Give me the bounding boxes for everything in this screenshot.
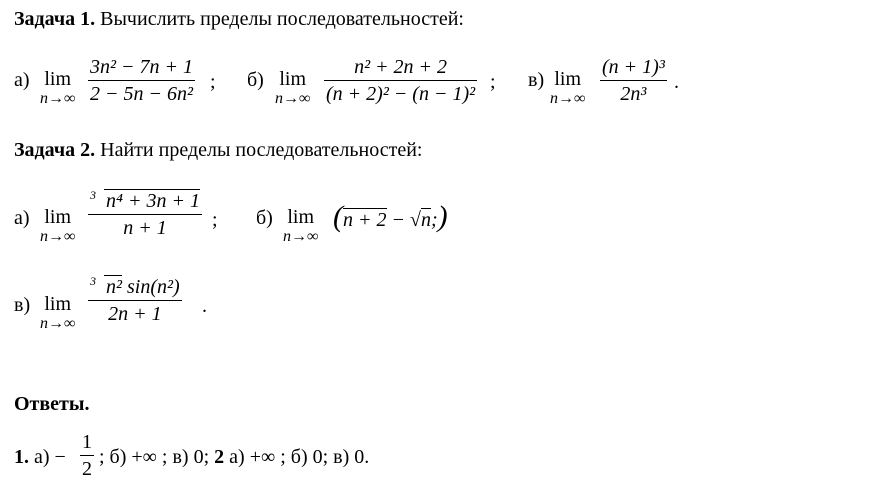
task2-heading [14, 140, 422, 160]
fraction-numerator: 3n² − 7n + 1 [90, 56, 193, 78]
task1-heading-text: Вычислить пределы последовательностей: [95, 8, 464, 30]
task1-heading-bold: Задача 1. [14, 8, 96, 30]
lim-word: lim [287, 206, 315, 228]
fraction-bar [600, 80, 667, 81]
cube-root [90, 190, 200, 212]
task1-b-label: б) [247, 69, 264, 91]
fraction-denominator: 2 − 5n − 6n² [90, 83, 193, 105]
end-sep: ; [430, 209, 438, 231]
root-index: 3 [90, 188, 96, 202]
answers-line [14, 447, 66, 467]
task1-b-sep: ; [490, 71, 496, 93]
minus-sign: − [386, 209, 410, 231]
lim-subscript: n→∞ [40, 228, 76, 245]
lim-subscript: n→∞ [275, 90, 311, 107]
answer-2-bold: 2 [214, 446, 225, 468]
lim-word: lim [554, 68, 582, 90]
task1-a-fraction [88, 56, 195, 105]
fraction-bar [88, 80, 195, 81]
task2-a-label: а) [14, 207, 30, 229]
task1-c-fraction [600, 56, 667, 105]
task2-b-expression [333, 202, 448, 232]
sin-term: sin(n²) [122, 276, 180, 298]
task2-heading-text: Найти пределы последовательностей: [95, 139, 423, 161]
task2-b-label: б) [256, 207, 273, 229]
task2-c-end: . [202, 295, 207, 317]
fraction-bar [88, 214, 202, 215]
lim-subscript: n→∞ [40, 315, 76, 332]
lim-word: lim [44, 206, 72, 228]
answer-1-rest: ; б) +∞ ; в) 0; [99, 446, 215, 468]
cube-root [90, 276, 122, 298]
task1-c-label: в) [528, 69, 545, 91]
fraction-denominator: n + 1 [123, 217, 167, 239]
lim-subscript: n→∞ [550, 90, 586, 107]
task2-a-fraction [88, 190, 202, 239]
radicand: n⁴ + 3n + 1 [106, 190, 200, 212]
task2-c-label: в) [14, 294, 31, 316]
fraction-numerator: 1 [82, 431, 92, 453]
right-paren: ) [437, 200, 448, 233]
answers-line-rest [99, 447, 369, 467]
task1-c-limit [550, 68, 585, 108]
task2-c-limit [40, 293, 75, 333]
task1-b-limit [275, 68, 310, 108]
fraction-numerator: n² + 2n + 2 [354, 56, 448, 78]
left-paren: ( [333, 200, 343, 233]
answer-2-rest: а) +∞ ; б) 0; в) 0. [224, 446, 370, 468]
task1-c-end: . [674, 71, 679, 93]
radicand: n² [106, 276, 122, 298]
fraction-bar [88, 300, 182, 301]
answer-1-bold: 1. [14, 446, 29, 468]
answers-title: Ответы. [14, 393, 90, 415]
fraction-denominator: 2n³ [620, 83, 647, 105]
fraction-numerator [88, 190, 202, 212]
lim-subscript: n→∞ [40, 90, 76, 107]
answer-1a: а) − [29, 446, 66, 468]
fraction-numerator [88, 276, 182, 298]
root-index: 3 [90, 274, 96, 288]
fraction-denominator: 2n + 1 [108, 303, 162, 325]
lim-word: lim [279, 68, 307, 90]
sqrt-radicand-1: n + 2 [343, 209, 387, 231]
lim-subscript: n→∞ [283, 228, 319, 245]
fraction-numerator: (n + 1)³ [602, 56, 665, 78]
sqrt-radicand-2: n [420, 209, 431, 231]
answer-half-fraction [80, 431, 94, 480]
fraction-denominator: (n + 2)² − (n − 1)² [326, 83, 476, 105]
lim-word: lim [44, 68, 72, 90]
fraction-denominator: 2 [82, 458, 92, 480]
task2-c-fraction [88, 276, 182, 325]
task2-a-limit [40, 206, 75, 246]
task2-a-sep: ; [212, 209, 218, 231]
fraction-bar [80, 455, 94, 456]
fraction-bar [324, 80, 477, 81]
task1-a-sep: ; [210, 71, 216, 93]
task2-b-limit [283, 206, 318, 246]
task1-heading [14, 9, 464, 29]
task2-heading-bold: Задача 2. [14, 139, 96, 161]
task1-a-label: а) [14, 69, 30, 91]
task1-a-limit [40, 68, 75, 108]
lim-word: lim [44, 293, 72, 315]
sqrt-sign: √ [410, 209, 421, 231]
task1-b-fraction [324, 56, 477, 105]
